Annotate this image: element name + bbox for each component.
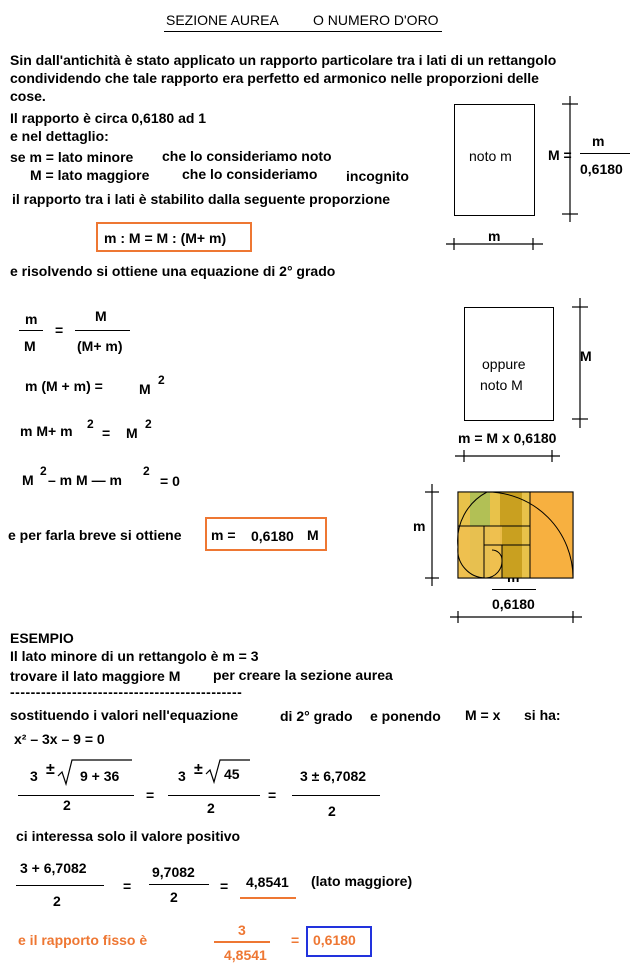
positive-result-label: (lato maggiore) xyxy=(311,873,413,889)
positive-result-underline xyxy=(240,897,296,899)
rectangle-1-bottom-label: m xyxy=(488,228,501,244)
intro-line-7b: che lo consideriamo xyxy=(182,166,318,182)
rectangle-2-bottom-label: m = M x 0,6180 xyxy=(458,430,557,446)
ratio-den: 4,8541 xyxy=(224,947,267,963)
ratio-text: e il rapporto fisso è xyxy=(18,932,148,948)
sol-eq2: = xyxy=(268,787,277,803)
page-title: SEZIONE AUREA xyxy=(166,12,279,28)
intro-line-2: condividendo che tale rapporto era perfetto ed armonico nelle proporzioni delle xyxy=(10,70,539,86)
deriv-frac1-num: m xyxy=(25,311,38,327)
deriv-line2: m (M + m) = xyxy=(25,378,103,394)
deriv-frac1-den: M xyxy=(24,338,36,354)
deriv-line3-rhs: M xyxy=(126,425,138,441)
sol-frac1-radicand: 9 + 36 xyxy=(80,768,120,784)
sol-eq1: = xyxy=(146,787,155,803)
pos-frac2-den: 2 xyxy=(170,889,178,905)
example-line-3a: sostituendo i valori nell'equazione xyxy=(10,707,239,723)
formula-M-den: 0,6180 xyxy=(580,161,623,177)
positive-value-text: ci interessa solo il valore positivo xyxy=(16,828,241,844)
example-line-1: Il lato minore di un rettangolo è m = 3 xyxy=(10,648,259,664)
sol-frac3-den: 2 xyxy=(328,803,336,819)
positive-result: 4,8541 xyxy=(246,874,289,890)
rectangle-2-label-1: oppure xyxy=(482,356,526,372)
example-line-3c: e ponendo xyxy=(370,708,441,724)
intro-line-7a: M = lato maggiore xyxy=(30,167,150,183)
example-line-2a: trovare il lato maggiore M xyxy=(10,668,181,684)
deriv-line3: m M+ m xyxy=(20,423,73,439)
rectangle-2-side-label: M xyxy=(580,348,592,364)
short-result-value: 0,6180 xyxy=(251,528,294,544)
formula-M-num: m xyxy=(592,133,605,149)
deriv-line4b: – m M — m xyxy=(48,472,122,488)
example-line-3e: si ha: xyxy=(524,707,561,723)
intro-line-3: cose. xyxy=(10,88,46,104)
pos-frac2-bar xyxy=(149,884,209,885)
deriv-line4c: = 0 xyxy=(160,473,180,489)
pos-frac1-den: 2 xyxy=(53,893,61,909)
deriv-line2-exp: 2 xyxy=(158,373,165,387)
intro-line-1: Sin dall'antichità è stato applicato un rapporto particolare tra i lati di un rettangolo xyxy=(10,52,557,68)
deriv-line4a-exp: 2 xyxy=(40,464,47,478)
intro-line-4: Il rapporto è circa 0,6180 ad 1 xyxy=(10,110,207,126)
rectangle-3-bottom-den: 0,6180 xyxy=(492,596,535,612)
short-result-m: m = xyxy=(211,527,236,543)
example-title: ESEMPIO xyxy=(10,630,74,646)
ratio-num: 3 xyxy=(238,922,246,938)
rectangle-1-label: noto m xyxy=(469,148,512,164)
intro-line-8: il rapporto tra i lati è stabilito dalla seguente proporzione xyxy=(12,191,391,207)
ratio-value: 0,6180 xyxy=(313,932,356,948)
deriv-line3-exp: 2 xyxy=(87,417,94,431)
proportion-formula: m : M = M : (M+ m) xyxy=(104,230,227,246)
deriv-line3-rhs-exp: 2 xyxy=(145,417,152,431)
formula-M-lhs: M = xyxy=(548,147,572,163)
page-subtitle: O NUMERO D'ORO xyxy=(313,12,439,28)
sol-frac2-a: 3 xyxy=(178,768,186,784)
pos-frac2-num: 9,7082 xyxy=(152,864,195,880)
sol-frac1-a: 3 xyxy=(30,768,38,784)
intro-line-5: e nel dettaglio: xyxy=(10,128,109,144)
example-line-2b: per creare la sezione aurea xyxy=(213,667,393,683)
sol-frac2-den: 2 xyxy=(207,800,215,816)
sol-frac3-num: 3 ± 6,7082 xyxy=(300,768,367,784)
example-line-3d: M = x xyxy=(465,707,501,723)
pos-eq1: = xyxy=(123,878,132,894)
sol-frac2-radicand: 45 xyxy=(224,766,240,782)
rectangle-2-label-2: noto M xyxy=(480,377,523,393)
deriv-line4b-exp: 2 xyxy=(143,464,150,478)
deriv-line4a: M xyxy=(22,472,34,488)
example-line-3b: di 2° grado xyxy=(280,708,353,724)
intro-line-6b: che lo consideriamo noto xyxy=(162,148,332,164)
sol-frac3-bar xyxy=(292,795,380,796)
short-result-M: M xyxy=(307,527,319,543)
rectangle-3-side-label: m xyxy=(413,518,426,534)
deriv-line3-eq: = xyxy=(102,425,111,441)
deriv-line2-rhs: M xyxy=(139,381,151,397)
short-result-text: e per farla breve si ottiene xyxy=(8,527,182,543)
intro-line-9: e risolvendo si ottiene una equazione di 2° grado xyxy=(10,263,336,279)
intro-line-7c: incognito xyxy=(346,168,409,184)
deriv-frac2-num: M xyxy=(95,308,107,324)
deriv-eq: = xyxy=(55,322,64,338)
sol-frac1-pm: ± xyxy=(46,761,55,778)
sol-frac1-den: 2 xyxy=(63,797,71,813)
intro-line-6a: se m = lato minore xyxy=(10,149,134,165)
example-equation: x² – 3x – 9 = 0 xyxy=(14,731,105,747)
pos-frac1-num: 3 + 6,7082 xyxy=(20,860,87,876)
sol-frac2-pm: ± xyxy=(194,761,203,778)
deriv-frac2-den: (M+ m) xyxy=(77,338,123,354)
ratio-bar xyxy=(214,941,270,943)
example-dashes: --------------------------------------------- xyxy=(10,684,243,700)
pos-eq2: = xyxy=(220,878,229,894)
ratio-eq: = xyxy=(291,932,300,948)
pos-frac1-bar xyxy=(16,885,104,886)
